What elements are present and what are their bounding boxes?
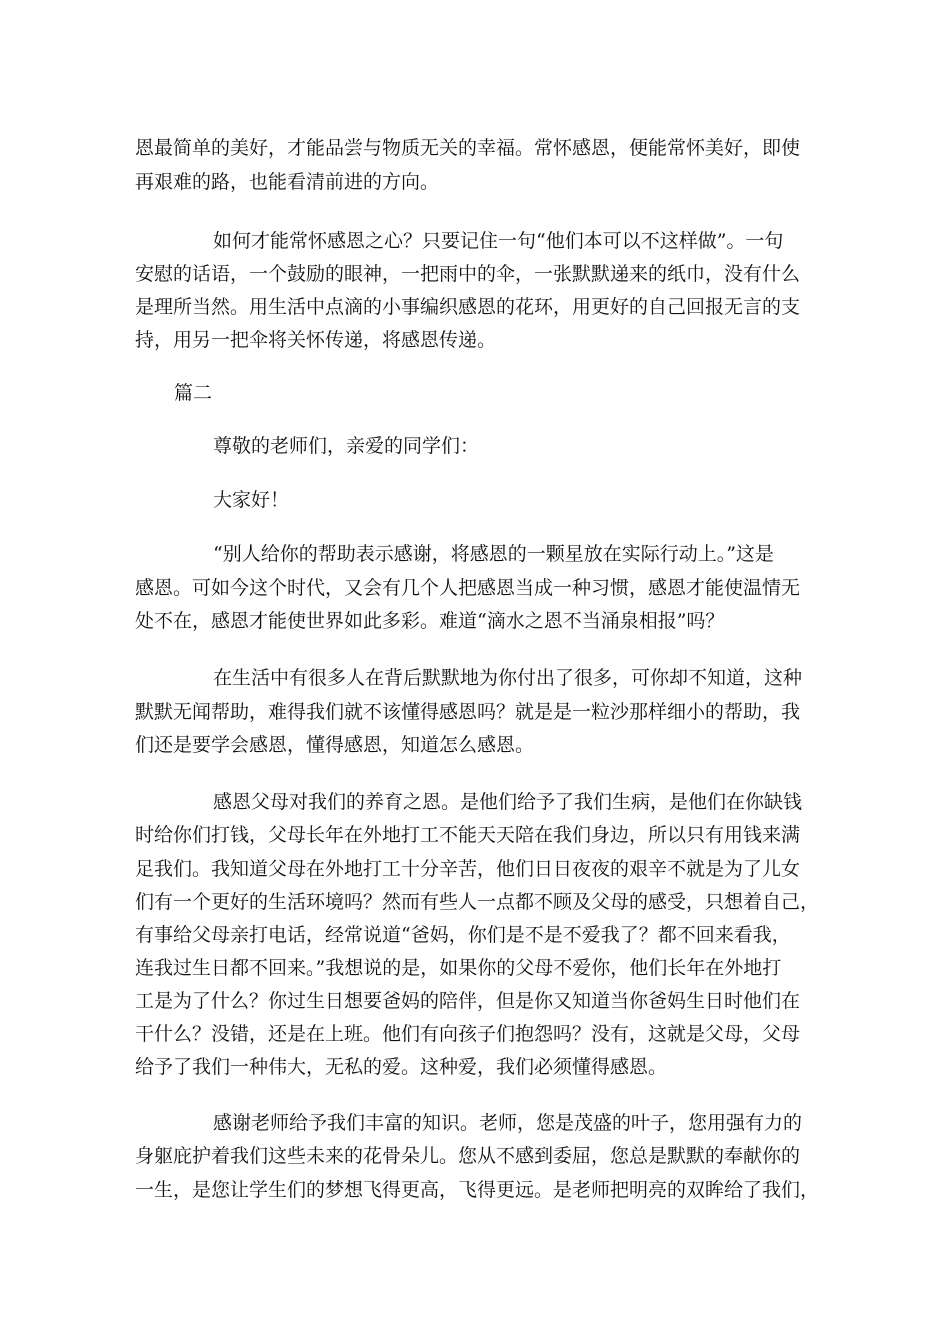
text-line: 持，用另一把伞将关怀传递，将感恩传递。 bbox=[135, 329, 497, 351]
text-line: 连我过生日都不回来。”我想说的是，如果你的父母不爱你，他们长年在外地打 bbox=[135, 957, 782, 979]
text-line: 工是为了什么？你过生日想要爸妈的陪伴，但是你又知道当你爸妈生日时他们在 bbox=[135, 990, 801, 1012]
text-line: 安慰的话语，一个鼓励的眼神，一把雨中的伞，一张默默递来的纸巾，没有什么 bbox=[135, 263, 801, 285]
text-line: 有事给父母亲打电话，经常说道“爸妈，你们是不是不爱我了？都不回来看我， bbox=[135, 924, 791, 946]
text-line: 一生，是您让学生们的梦想飞得更高，飞得更远。是老师把明亮的双眸给了我们， bbox=[135, 1179, 820, 1201]
greeting: 大家好！ bbox=[213, 489, 290, 511]
text-line: 如何才能常怀感恩之心？只要记住一句“他们本可以不这样做”。一句 bbox=[213, 230, 784, 252]
text-line: 是理所当然。用生活中点滴的小事编织感恩的花环，用更好的自己回报无言的支 bbox=[135, 296, 801, 318]
text-line: 默默无闻帮助，难得我们就不该懂得感恩吗？就是是一粒沙那样细小的帮助，我 bbox=[135, 701, 801, 723]
salutation: 尊敬的老师们，亲爱的同学们： bbox=[213, 435, 480, 457]
text-line: 在生活中有很多人在背后默默地为你付出了很多，可你却不知道，这种 bbox=[213, 667, 803, 689]
section-heading: 篇二 bbox=[174, 382, 213, 404]
text-line: 再艰难的路，也能看清前进的方向。 bbox=[135, 171, 440, 193]
text-line: “别人给你的帮助表示感谢，将感恩的一颗星放在实际行动上。”这是 bbox=[213, 543, 774, 565]
text-line: 处不在，感恩才能使世界如此多彩。难道“滴水之恩不当涌泉相报”吗？ bbox=[135, 610, 725, 632]
text-line: 足我们。我知道父母在外地打工十分辛苦，他们日日夜夜的艰辛不就是为了儿女 bbox=[135, 858, 801, 880]
text-line: 给予了我们一种伟大，无私的爱。这种爱，我们必须懂得感恩。 bbox=[135, 1056, 668, 1078]
text-line: 感恩父母对我们的养育之恩。是他们给予了我们生病，是他们在你缺钱 bbox=[213, 791, 803, 813]
text-line: 时给你们打钱，父母长年在外地打工不能天天陪在我们身边，所以只有用钱来满 bbox=[135, 824, 801, 846]
text-line: 恩最简单的美好，才能品尝与物质无关的幸福。常怀感恩，便能常怀美好，即使 bbox=[135, 137, 801, 159]
text-line: 干什么？没错，还是在上班。他们有向孩子们抱怨吗？没有，这就是父母，父母 bbox=[135, 1023, 801, 1045]
text-line: 感谢老师给予我们丰富的知识。老师，您是茂盛的叶子，您用强有力的 bbox=[213, 1112, 803, 1134]
text-line: 们还是要学会感恩，懂得感恩，知道怎么感恩。 bbox=[135, 734, 535, 756]
text-line: 感恩。可如今这个时代，又会有几个人把感恩当成一种习惯，感恩才能使温情无 bbox=[135, 577, 801, 599]
text-line: 们有一个更好的生活环境吗？然而有些人一点都不顾及父母的感受，只想着自己， bbox=[135, 891, 820, 913]
text-line: 身躯庇护着我们这些未来的花骨朵儿。您从不感到委屈，您总是默默的奉献你的 bbox=[135, 1145, 801, 1167]
